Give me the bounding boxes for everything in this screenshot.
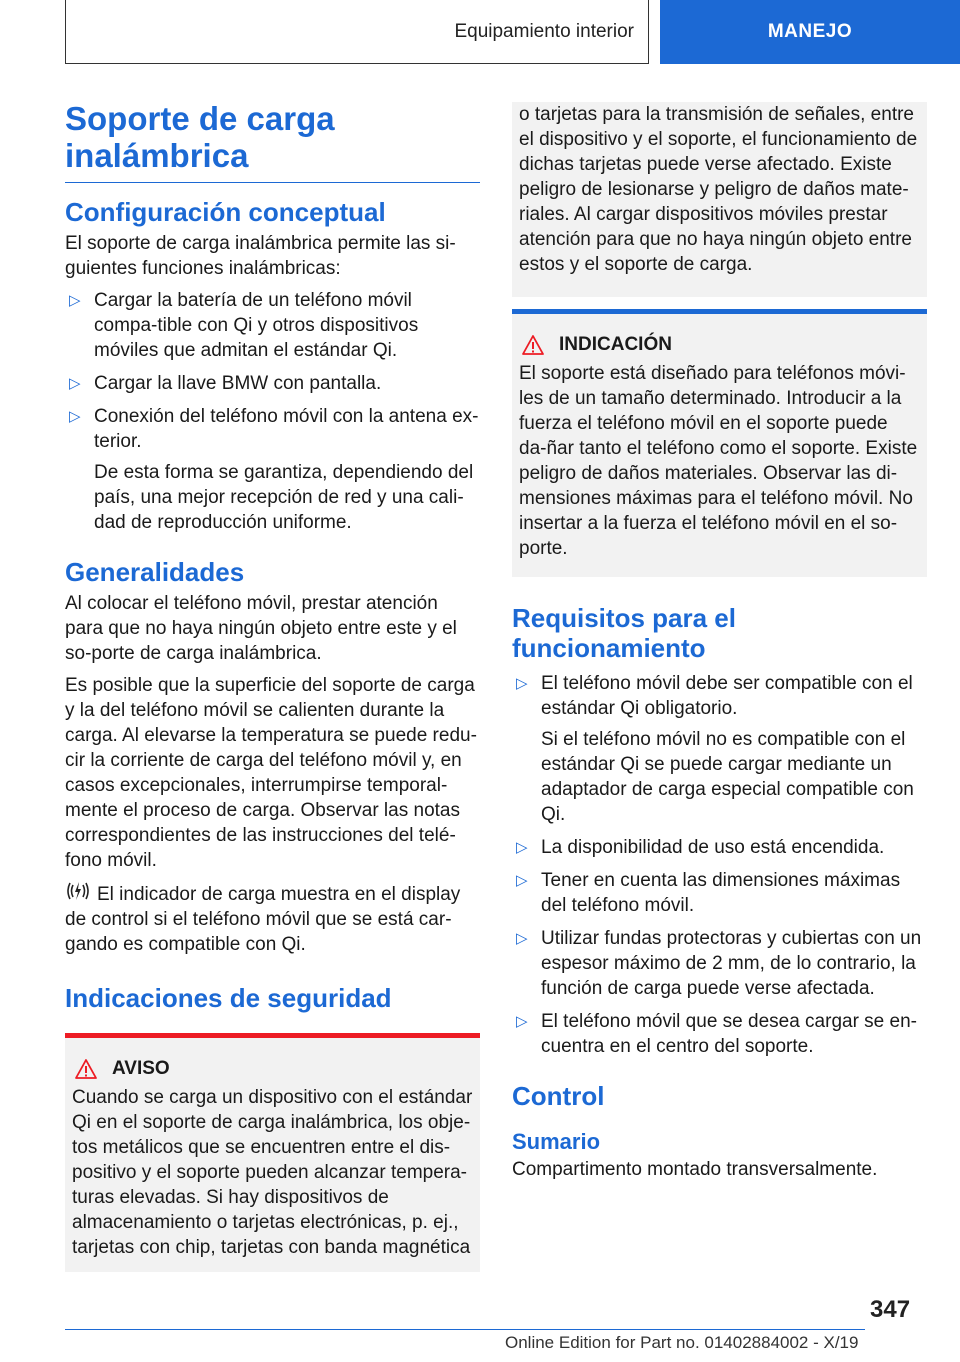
notice-text: El soporte está diseñado para teléfonos móvi-les de un tamaño determinado. Introducir a la fuerza el teléfono móvil en el soporte puede da-ñar tanto el teléfono como el soporte. Existe peligro de daños materiales. Observar las di-mensiones máximas para el teléfono móvil. No insertar a la fuerza el teléfono móvil en el so-porte. [519, 363, 918, 559]
triangle-bullet-icon: ▷ [516, 839, 528, 856]
warning-box [65, 1033, 480, 1272]
triangle-bullet-icon: ▷ [516, 872, 528, 889]
list-item-subtext: De esta forma se garantiza, dependiendo del país, una mejor recepción de red y una cali-dad de reproducción uniforme. [94, 462, 474, 533]
warning-text-continued: o tarjetas para la transmisión de señales, entre el dispositivo y el soporte, el funcionamiento de dichas tarjetas puede verse afectado. Existe peligro de lesionarse y peligro de daños mate-riales. Al cargar dispositivos móviles prestar atención para que no haya ningún objeto entre estos y el soporte de carga. [519, 104, 918, 275]
warning-title-row [72, 1056, 473, 1081]
list-item: ▷ Utilizar fundas protectoras y cubiertas con un espesor máximo de 2 mm, de lo contrario, la función de carga puede verse afectada. [516, 928, 922, 999]
left-column [65, 100, 480, 1272]
heading-control: Control [512, 1081, 605, 1111]
list-item: ▷ El teléfono móvil que se desea cargar se en-cuentra en el centro del soporte. [516, 1011, 917, 1057]
warning-text: Cuando se carga un dispositivo con el estándar Qi en el soporte de carga inalámbrica, los obje-tos metálicos que se encuentren entre el dis-positivo y el soporte pueden alcanzar tempera-turas elevadas. Si hay dispositivos de almacenamiento o tarjetas electrónicas, p. ej., tarjetas con chip, tarjetas con banda magnética [72, 1087, 473, 1258]
bullet-list-requirements [512, 671, 927, 1059]
triangle-bullet-icon: ▷ [516, 675, 528, 692]
header-section-title: Equipamiento interior [454, 20, 634, 42]
page-number: 347 [870, 1296, 911, 1323]
list-item: ▷ Conexión del teléfono móvil con la antena ex-terior. De esta forma se garantiza, dependiendo del país, una mejor recepción de red y una cali-dad de reproducción uniforme. [69, 406, 479, 533]
list-item-subtext: Si el teléfono móvil no es compatible con el estándar Qi se puede cargar mediante un adaptador de carga especial compatible con Qi. [541, 729, 914, 825]
page-title: Soporte de carga inalámbrica [65, 100, 480, 183]
warning-title: AVISO [112, 1058, 170, 1079]
triangle-bullet-icon: ▷ [69, 408, 81, 425]
heading-summary: Sumario [512, 1129, 601, 1154]
right-column [512, 102, 927, 1189]
heading-general: Generalidades [65, 557, 245, 587]
triangle-bullet-icon: ▷ [69, 375, 81, 392]
paragraph-general-2: Es posible que la superficie del soporte de carga y la del teléfono móvil se calienten durante la carga. Al elevarse la temperatura se puede redu-cir la corriente de carga del teléfono móvil y, en casos excepcionales, interrumpirse temporal-mente el proceso de carga. Observar las notas correspondientes de las instrucciones del telé-fono móvil. [65, 675, 477, 871]
list-item: ▷ Cargar la llave BMW con pantalla. [69, 373, 382, 394]
bullet-list-functions [65, 288, 480, 535]
warning-box-continued [512, 102, 927, 297]
list-item: ▷ Cargar la batería de un teléfono móvil compa-tible con Qi y otros dispositivos móviles que admitan el estándar Qi. [69, 290, 419, 361]
paragraph-summary: Compartimento montado transversalmente. [512, 1159, 878, 1180]
footer-edition: Online Edition for Part no. 01402884002 - X/19 [505, 1333, 859, 1352]
notice-title-row [519, 332, 920, 357]
notice-title: INDICACIÓN [559, 334, 672, 355]
triangle-bullet-icon: ▷ [69, 292, 81, 309]
footer-divider [65, 1329, 865, 1330]
paragraph-general-1: Al colocar el teléfono móvil, prestar atención para que no haya ningún objeto entre este y el so-porte de carga inalámbrica. [65, 593, 457, 664]
header-section-box [65, 0, 649, 64]
notice-triangle-icon [521, 334, 545, 356]
header-chapter-label: MANEJO [767, 21, 853, 42]
list-item: ▷ La disponibilidad de uso está encendida. [516, 837, 885, 858]
paragraph-concept: El soporte de carga inalámbrica permite las si-guientes funciones inalámbricas: [65, 233, 456, 279]
triangle-bullet-icon: ▷ [516, 930, 528, 947]
list-item: ▷ El teléfono móvil debe ser compatible con el estándar Qi obligatorio. Si el teléfono móvil no es compatible con el estándar Qi se puede cargar mediante un adaptador de carga especial compatible con Qi. [512, 671, 927, 827]
heading-safety: Indicaciones de seguridad [65, 983, 392, 1013]
notice-box [512, 309, 927, 577]
warning-triangle-icon [74, 1058, 98, 1080]
wireless-charging-icon [65, 880, 91, 902]
header-chapter-tab [660, 0, 960, 64]
heading-concept: Configuración conceptual [65, 197, 386, 227]
paragraph-general-3: El indicador de carga muestra en el display de control si el teléfono móvil que se está car-gando es compatible con Qi. [65, 880, 480, 957]
triangle-bullet-icon: ▷ [516, 1013, 528, 1030]
heading-requirements: Requisitos para el funcionamiento [512, 603, 736, 663]
list-item: ▷ Tener en cuenta las dimensiones máximas del teléfono móvil. [516, 870, 901, 916]
